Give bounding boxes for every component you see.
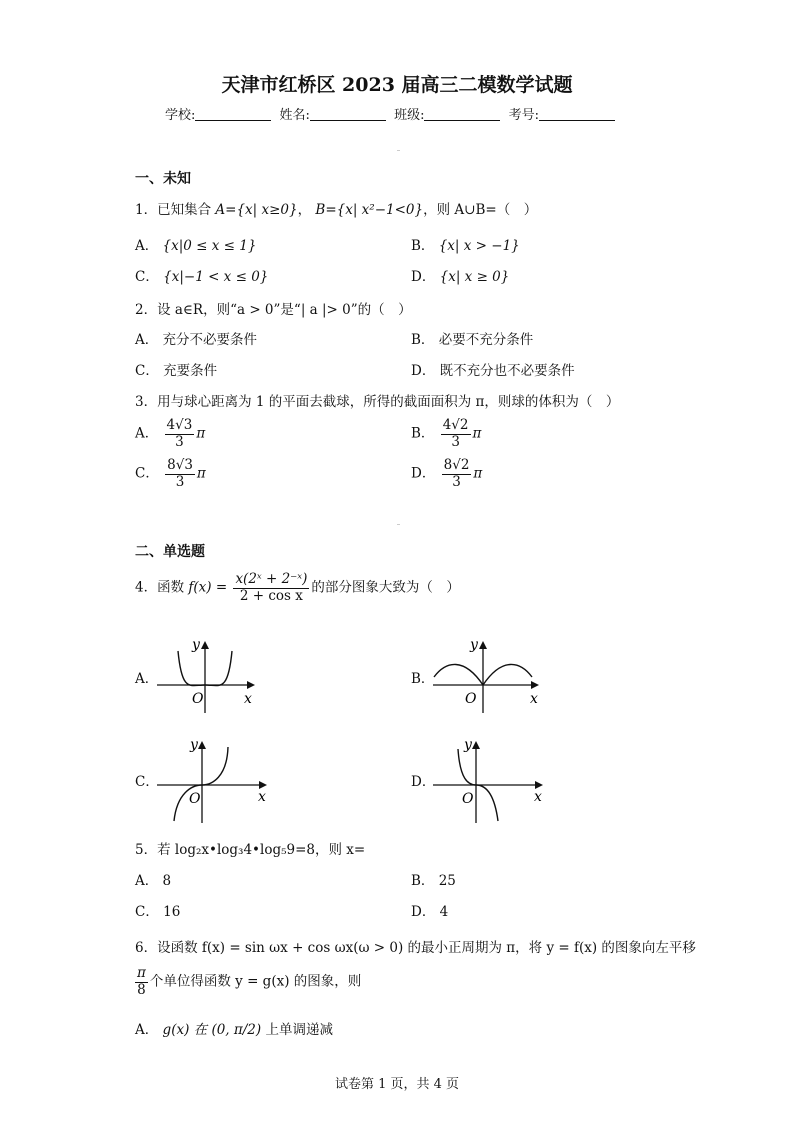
- q1-option-a[interactable]: [135, 234, 256, 254]
- option-text: 8: [162, 873, 172, 889]
- class-blank: [424, 108, 500, 121]
- fraction-denominator: 2 + cos x: [239, 587, 303, 604]
- option-text: 必要不充分条件: [438, 332, 534, 348]
- question-4-pre: 4．函数: [135, 579, 185, 596]
- question-2: 2．设 a∈R，则“a > 0”是“| a |> 0”的（ ）: [135, 302, 412, 318]
- page-footer: 试卷第 1 页，共 4 页: [334, 1077, 460, 1092]
- x-label: x: [534, 789, 542, 805]
- set-a: A={x| x≥0}: [215, 202, 298, 218]
- origin-label: O: [465, 691, 477, 707]
- fraction-numerator: 8√3: [167, 457, 193, 473]
- option-text-post: 上单调递减: [265, 1022, 333, 1038]
- fraction-numerator: 8√2: [443, 457, 470, 473]
- x-axis-arrow: [535, 781, 543, 789]
- fraction: [165, 418, 195, 450]
- q4-graph-d[interactable]: [428, 735, 548, 825]
- option-label: D．: [411, 904, 436, 920]
- fraction-numerator: π: [137, 965, 146, 981]
- q2-option-b[interactable]: [411, 328, 533, 348]
- fraction: [165, 458, 195, 490]
- section-heading-1: 一、未知: [135, 171, 191, 187]
- question-1-post: ，则 A∪B=（ ）: [423, 202, 538, 218]
- y-axis-arrow: [472, 741, 480, 749]
- number-blank: [539, 108, 615, 121]
- option-label: C．: [135, 363, 159, 379]
- option-label: D．: [411, 363, 436, 379]
- set-b: B={x| x²−1<0}: [315, 202, 424, 218]
- option-label: A．: [135, 425, 159, 442]
- number-label: 考号:: [508, 108, 539, 123]
- option-label: C．: [135, 904, 159, 920]
- fraction-denominator: 3: [175, 433, 184, 450]
- fraction-denominator: 8: [137, 981, 146, 998]
- question-6-line-2-text: 个单位得函数 y = g(x) 的图象，则: [149, 973, 362, 990]
- option-label: A．: [135, 873, 159, 889]
- school-blank: [195, 108, 271, 121]
- y-axis-arrow: [479, 641, 487, 649]
- option-label: C．: [135, 465, 159, 482]
- question-1-sep: ，: [297, 202, 312, 218]
- q4-option-a-label[interactable]: A．: [135, 671, 159, 687]
- fraction-denominator: 3: [451, 433, 460, 450]
- question-1: [135, 198, 537, 218]
- question-5: 5．若 log₂x•log₃4•log₅9=8，则 x=: [135, 842, 366, 858]
- x-axis-arrow: [531, 681, 539, 689]
- curve: [174, 747, 228, 821]
- q5-option-c[interactable]: [135, 900, 180, 920]
- x-label: x: [244, 691, 252, 707]
- school-label: 学校:: [165, 108, 196, 123]
- option-label: B．: [411, 238, 435, 254]
- q3-option-b[interactable]: [411, 418, 481, 450]
- q4-graph-a[interactable]: [152, 633, 262, 713]
- option-text: 25: [438, 873, 456, 889]
- q4-option-c-label[interactable]: C．: [135, 774, 159, 790]
- q3-option-c[interactable]: [135, 458, 206, 490]
- question-1-number: 1．: [135, 202, 158, 218]
- fraction-denominator: 3: [452, 473, 461, 490]
- q1-option-d[interactable]: [411, 265, 509, 285]
- x-label: x: [258, 789, 266, 805]
- origin-label: O: [192, 691, 204, 707]
- option-text: 既不充分也不必要条件: [439, 363, 575, 379]
- q5-option-d[interactable]: [411, 900, 448, 920]
- q4-option-b-label[interactable]: B．: [411, 671, 435, 687]
- q1-option-c[interactable]: [135, 265, 268, 285]
- option-text: {x|0 ≤ x ≤ 1}: [162, 238, 257, 254]
- x-label: x: [530, 691, 538, 707]
- q1-option-b[interactable]: [411, 234, 520, 254]
- fraction: [442, 458, 472, 490]
- fraction-numerator: 4√3: [166, 417, 193, 433]
- option-text: {x| x ≥ 0}: [439, 269, 510, 285]
- q2-option-a[interactable]: [135, 328, 257, 348]
- pi-symbol: π: [472, 425, 482, 442]
- q2-option-d[interactable]: [411, 359, 575, 379]
- y-label: y: [464, 737, 472, 753]
- option-label: B．: [411, 873, 435, 889]
- function-name: f(x) =: [188, 579, 228, 596]
- pi-symbol: π: [196, 425, 206, 442]
- option-label: A．: [135, 1022, 159, 1038]
- q6-option-a[interactable]: [135, 1018, 333, 1038]
- option-text-pre: g(x) 在: [162, 1022, 208, 1038]
- q5-option-b[interactable]: [411, 869, 456, 889]
- question-1-pre: 已知集合: [157, 202, 212, 218]
- option-text: {x|−1 < x ≤ 0}: [163, 269, 269, 285]
- interval: (0, π/2): [211, 1022, 262, 1038]
- question-4: [135, 572, 460, 604]
- fraction: [135, 966, 148, 998]
- y-label: y: [190, 737, 198, 753]
- option-text: 16: [163, 904, 181, 920]
- name-label: 姓名:: [279, 108, 310, 123]
- origin-label: O: [189, 791, 201, 807]
- x-axis-arrow: [247, 681, 255, 689]
- option-label: D．: [411, 465, 436, 482]
- question-6-line-2: [133, 966, 361, 998]
- q2-option-c[interactable]: [135, 359, 217, 379]
- origin-label: O: [462, 791, 474, 807]
- question-3: 3．用与球心距离为 1 的平面去截球，所得的截面面积为 π，则球的体积为（ ）: [135, 394, 620, 410]
- option-text: 充要条件: [163, 363, 218, 379]
- y-axis-arrow: [201, 641, 209, 649]
- class-label: 班级:: [394, 108, 425, 123]
- q3-option-a[interactable]: [135, 418, 205, 450]
- fraction-denominator: 3: [175, 473, 185, 490]
- pi-symbol: π: [196, 465, 206, 482]
- option-text: 充分不必要条件: [162, 332, 258, 348]
- divider-dot: [397, 150, 400, 151]
- option-label: A．: [135, 332, 159, 348]
- option-text: 4: [439, 904, 449, 920]
- q4-graph-c[interactable]: [152, 735, 272, 825]
- option-label: B．: [411, 425, 435, 442]
- option-label: A．: [135, 238, 159, 254]
- y-axis-arrow: [198, 741, 206, 749]
- section-heading-2: 二、单选题: [135, 544, 205, 560]
- q3-option-d[interactable]: [411, 458, 482, 490]
- q4-graph-b[interactable]: [428, 633, 543, 713]
- divider-dot: [397, 524, 400, 525]
- student-info: [165, 104, 619, 123]
- name-blank: [310, 108, 386, 121]
- q4-option-d-label[interactable]: D．: [411, 774, 436, 790]
- question-4-post: 的部分图象大致为（ ）: [311, 579, 460, 596]
- pi-symbol: π: [473, 465, 483, 482]
- q5-option-a[interactable]: [135, 869, 171, 889]
- fraction-numerator: 4√2: [442, 417, 469, 433]
- question-6-line-1: 6．设函数 f(x) = sin ωx + cos ωx(ω > 0) 的最小正周期为 π，将 y = f(x) 的图象向左平移: [135, 940, 696, 956]
- option-label: C．: [135, 269, 159, 285]
- option-label: D．: [411, 269, 436, 285]
- option-label: B．: [411, 332, 435, 348]
- y-label: y: [470, 637, 478, 653]
- page-title: 天津市红桥区 2023 届高三二模数学试题: [221, 74, 573, 96]
- fraction-numerator: x(2ˣ + 2⁻ˣ): [235, 571, 308, 587]
- y-label: y: [192, 637, 200, 653]
- fraction: [233, 572, 309, 604]
- option-text: {x| x > −1}: [438, 238, 520, 254]
- fraction: [441, 418, 471, 450]
- x-axis-arrow: [259, 781, 267, 789]
